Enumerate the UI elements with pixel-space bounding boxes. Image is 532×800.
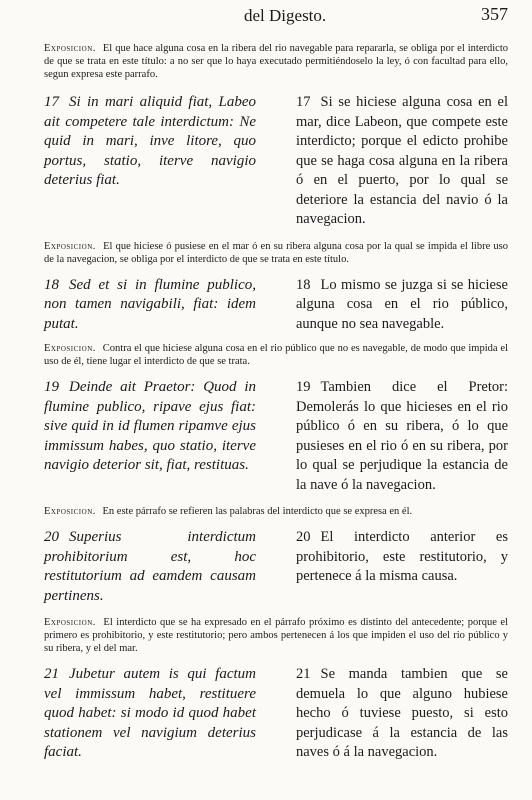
latin-body: Superius interdictum prohibitorium est, hoc restitutorium ad eamdem causam pertinens. [44, 529, 256, 604]
section-number: 21 [44, 666, 59, 682]
running-title: del Digesto. [244, 6, 327, 25]
page-number: 357 [481, 4, 508, 24]
latin-body: Jubetur autem is qui factum vel immissum habet, restituere quod habet: si modo id quod habet stationem vel navigium deterius faciat. [44, 666, 256, 760]
spanish-body: Si se hiciese alguna cosa en el mar, dice Labeon, que compete este interdicto; porque el edicto prohibe que se haga cosa alguna en la ribera ó en el puerto, por lo qual se deteriore la estancia del navio ó la navegacion. [296, 94, 508, 227]
exposicion-paragraph [44, 240, 508, 266]
page-header [44, 0, 508, 38]
exposicion-text: El que hiciese ó pusiese en el mar ó en su ribera alguna cosa por la qual se impida el libre uso de la navegacion, se obliga por el interdicto de que se trata en este título. [44, 240, 508, 265]
section-20 [44, 528, 508, 606]
exposicion-text: El que hace alguna cosa en la ribera del rio navegable para repararla, se obliga por el interdicto de que se trata en este título: a no ser que lo haya executado permitiéndoselo la ley, ó con facultad para ello, segun expresa este parrafo. [44, 43, 508, 80]
exposicion-paragraph [44, 342, 508, 368]
latin-body: Sed et si in flumine publico, non tamen navigabili, fiat: idem putat. [44, 276, 256, 332]
section-number: 18 [44, 276, 59, 293]
section-number: 18 [296, 276, 311, 293]
section-number: 17 [296, 94, 311, 110]
spanish-body: El interdicto anterior es prohibitorio, este restitutorio, y pertenece á la misma causa. [296, 529, 508, 584]
exposicion-label: Exposicion. [44, 43, 96, 54]
spanish-text [296, 528, 508, 606]
exposicion-label: Exposicion. [44, 240, 96, 252]
exposicion-paragraph [44, 42, 508, 81]
latin-text [44, 93, 256, 230]
latin-text [44, 665, 256, 763]
exposicion-paragraph [44, 505, 508, 518]
latin-text [44, 528, 256, 606]
exposicion-text: En este párrafo se refieren las palabras del interdicto que se expresa en él. [102, 506, 413, 517]
exposicion-text: El interdicto que se ha expresado en el párrafo próximo es distinto del antecedente; porque el primero es prohibitorio, y este restitutorio; pero ambos pertenecen á los que impiden el uso del rio público y su ribera, y el del mar. [44, 617, 508, 654]
section-number: 21 [296, 666, 311, 682]
exposicion-label: Exposicion. [44, 617, 96, 628]
section-number: 19 [296, 379, 311, 395]
spanish-text [296, 665, 508, 763]
spanish-text [296, 276, 508, 335]
section-number: 20 [296, 529, 311, 545]
spanish-body: Lo mismo se juzga si se hiciese alguna cosa en el rio público, aunque no sea navegable. [296, 276, 508, 332]
latin-body: Deinde ait Praetor: Quod in flumine publico, ripave ejus fiat: sive quid in id flumen ripamve ejus immissum habes, quo statio, iterve navigio deterior sit, fiat, restituas. [44, 379, 256, 473]
latin-text [44, 378, 256, 495]
spanish-text [296, 93, 508, 230]
exposicion-paragraph [44, 616, 508, 655]
latin-text [44, 276, 256, 335]
section-number: 20 [44, 529, 59, 545]
section-19 [44, 378, 508, 495]
latin-body: Si in mari aliquid fiat, Labeo ait competere tale interdictum: Ne quid in mari, inve litore, quo portus, statio, iterve navigio deterius fiat. [44, 94, 256, 188]
section-17 [44, 93, 508, 230]
exposicion-label: Exposicion. [44, 343, 96, 354]
section-18 [44, 276, 508, 335]
section-number: 17 [44, 94, 59, 110]
section-number: 19 [44, 379, 59, 395]
spanish-body: Tambien dice el Pretor: Demolerás lo que hicieses en el rio público ó en su ribera, ó lo que pusieses en el rio ó en su ribera, por lo qual se perjudique la estancia de la nave ó la navegacion. [296, 379, 508, 493]
spanish-body: Se manda tambien que se demuela lo que alguno hubiese hecho ó tuviese puesto, si esto perjudicase á la estancia de las naves ó á la navegacion. [296, 666, 508, 760]
section-21 [44, 665, 508, 763]
exposicion-label: Exposicion. [44, 506, 96, 517]
spanish-text [296, 378, 508, 495]
exposicion-text: Contra el que hiciese alguna cosa en el rio público que no es navegable, de modo que impida el uso de él, tiene lugar el interdicto de que se trata. [44, 343, 509, 367]
